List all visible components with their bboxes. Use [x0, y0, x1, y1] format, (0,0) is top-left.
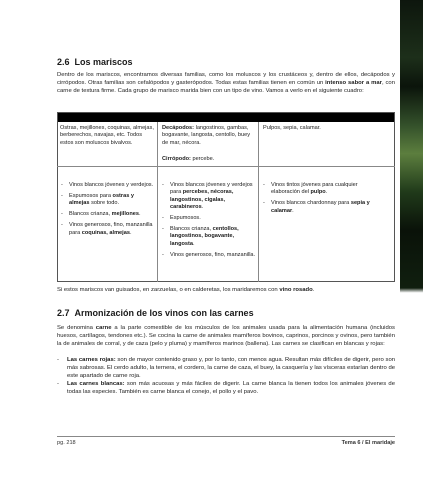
list-item: - Espumosos para ostras y almejas sobre todo. [61, 192, 134, 207]
page-number: pg. 218 [57, 440, 76, 446]
table-cell-cirripedes: Cirrópodo: percebe. [162, 156, 215, 162]
list-item: - Vinos blancos jóvenes y verdejos. [61, 182, 154, 188]
intro-text-1: Dentro de los mariscos, encontramos diversas familias, como los moluscos y los crustáceos y, dentro de ellos, decápodos y cirrópodos. Otras familias son cefalópodos y gasterópodos. Todas estas familias tienen en común un [57, 72, 395, 86]
list-item: - Espumosos. [162, 215, 201, 222]
wine-list-bivalves [61, 182, 155, 240]
list-item: - Vinos generosos, fino, manzanilla. [162, 251, 256, 258]
intro-text-2: , con carne de textura firme. Cada grupo de marisco marida bien con un tipo de vino. Vamos a verlo en el siguiente cuadro: [57, 80, 395, 94]
list-item: - Vinos generosos, fino, manzanilla para coquinas, almejas. [61, 222, 153, 236]
list-item: - Las carnes blancas: son más acuosas y más fáciles de digerir. La carne blanca la tienen todos los animales jóvenes de todas las especies. También es carne blanca el conejo, el pollo y el pavo. [57, 381, 395, 395]
list-item: - Vinos tintos jóvenes para cualquier elaboración del pulpo. [263, 182, 358, 196]
table-column-bivalves [57, 122, 158, 282]
wine-list-decapods [162, 182, 256, 263]
meat-definition-paragraph: Se denomina carne a la parte comestible de los músculos de los animales usada para la alimentación humana (incluidos huesos, cartílagos, tendones etc.). Se cocina la carne de animales mamíferos bovinos, caprinos, porcinos y ovinos, pero también la de animales de corral, y de caza (pelo y pluma) y mamíferos marinos (ballena). Las carnes se clasifican en blancas y rojas: [57, 325, 395, 347]
list-item: - Vinos blancos chardonnay para sepia y calamar. [263, 200, 370, 214]
table-cell-cephalopods: Pulpos, sepia, calamar. [263, 125, 321, 131]
table-cell-decapods: Decápodos: langostinos, gambas, bogavante, langosta, centollo, buey de mar, nécora. [162, 125, 251, 146]
decorative-photo-strip [400, 0, 423, 480]
wine-list-cephalopods [263, 182, 373, 219]
section-title-text: Los mariscos [74, 57, 133, 67]
section-number: 2.7 [57, 308, 70, 318]
table-cell-bivalves: Ostras, mejillones, coquinas, almejas, berberechos, navajas, etc. Todos estos son moluscos bivalvos. [60, 125, 154, 146]
list-item: - Blancos crianza, centollos, langostinos, bogavante, langosta. [162, 226, 239, 247]
chapter-label: Tema 6 / El maridaje [341, 440, 395, 446]
meat-types-list [57, 356, 395, 396]
section-title-mariscos [57, 57, 133, 67]
table-column-cephalopods [259, 122, 395, 282]
table-column-decapods [158, 122, 259, 282]
list-item: - Las carnes rojas: son de mayor contenido graso y, por lo tanto, con menos agua. Resultan más difíciles de digerir, pero son más sabrosas. El cerdo adulto, la ternera, el cordero, la carne de caza, el buey, la casquería y las vísceras estarían dentro de este apartado de carne roja. [57, 357, 395, 379]
intro-paragraph [57, 71, 395, 95]
seafood-pairing-table [57, 112, 395, 282]
footer-divider [57, 436, 395, 437]
list-item: - Blancos crianza, mejillones. [61, 211, 141, 218]
section-title-carnes [57, 308, 254, 318]
closing-paragraph: Si estos mariscos van guisados, en zarzuelas, o en calderetas, los maridaremos con vino rosado. [57, 287, 315, 293]
intro-text-bold: intenso sabor a mar [325, 80, 382, 86]
section-title-text: Armonización de los vinos con las carnes [74, 308, 254, 318]
list-item: - Vinos blancos jóvenes y verdejos para percebes, nécoras, langostinos, cigalas, carabineros. [162, 182, 253, 211]
section-number: 2.6 [57, 57, 70, 67]
